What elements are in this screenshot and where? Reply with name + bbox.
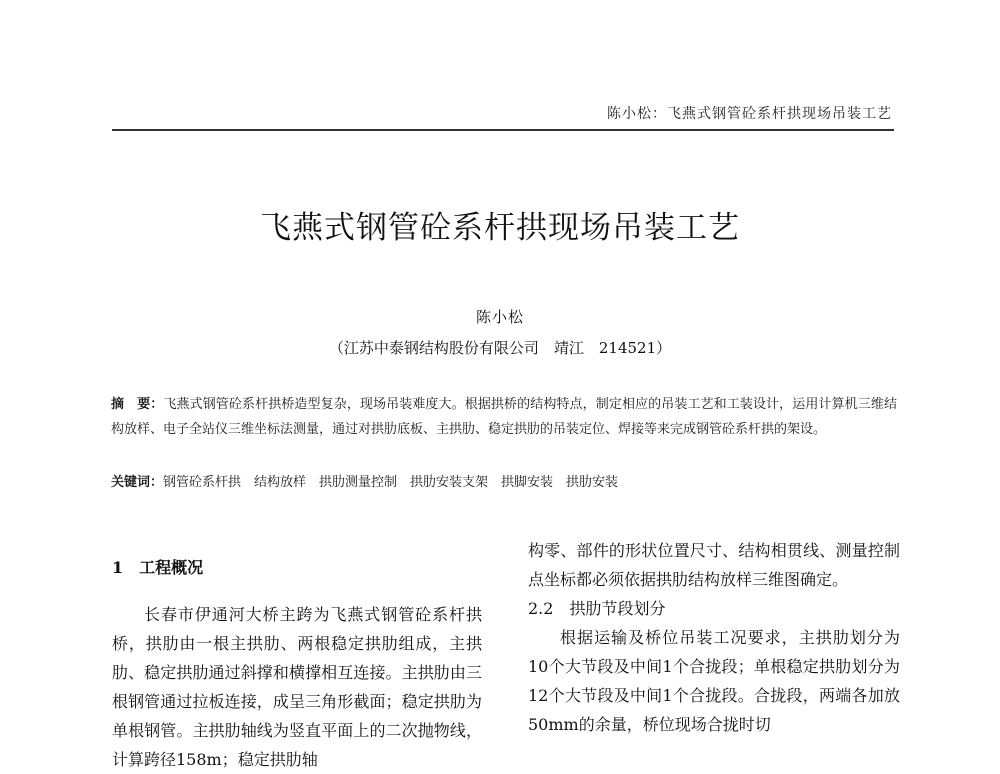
abstract-text: 飞燕式钢管砼系杆拱桥造型复杂，现场吊装难度大。根据拱桥的结构特点，制定相应的吊装工艺和工装设计，运用计算机三维结构放样、电子全站仪三维坐标法测量，通过对拱肋底板、主拱肋、稳定拱肋的吊装定位、焊接等来完成钢管砼系杆拱的架设。 [111,397,897,437]
abstract [111,392,897,442]
keywords-text: 钢管砼系杆拱 结构放样 拱肋测量控制 拱肋安装支架 拱脚安装 拱肋安装 [163,475,619,490]
header-rule [112,129,894,131]
abstract-label: 摘 要： [111,397,164,412]
section-1-heading: 1 工程概况 [112,558,204,577]
section-spacer [112,582,482,600]
keywords [111,470,897,495]
section-1-paragraph: 长春市伊通河大桥主跨为飞燕式钢管砼系杆拱桥，拱肋由一根主拱肋、两根稳定拱肋组成，主拱肋、稳定拱肋通过斜撑和横撑相互连接。主拱肋由三根钢管通过拉板连接，成呈三角形截面；稳定拱肋为单根钢管。主拱肋轴线为竖直平面上的二次抛物线，计算跨径158m；稳定拱肋轴 [112,605,482,769]
section-2-2-heading: 2.2 拱肋节段划分 [528,599,666,618]
right-column [528,536,900,739]
running-head: 陈小松：飞燕式钢管砼系杆拱现场吊装工艺 [607,106,892,122]
section-2-2-paragraph: 根据运输及桥位吊装工况要求，主拱肋划分为10个大节段及中间1个合拢段；单根稳定拱肋划分为12个大节段及中间1个合拢段。合拢段，两端各加放50mm的余量，桥位现场合拢时切 [528,628,900,734]
continued-paragraph: 构零、部件的形状位置尺寸、结构相贯线、测量控制点坐标都必须依据拱肋结构放样三维图确定。 [528,541,900,589]
article-title: 飞燕式钢管砼系杆拱现场吊装工艺 [260,210,740,246]
author-name: 陈小松 [475,308,524,326]
left-column [112,553,482,774]
author-affiliation: （江苏中泰钢结构股份有限公司 靖江 214521） [328,339,672,357]
keywords-label: 关键词： [111,475,164,490]
